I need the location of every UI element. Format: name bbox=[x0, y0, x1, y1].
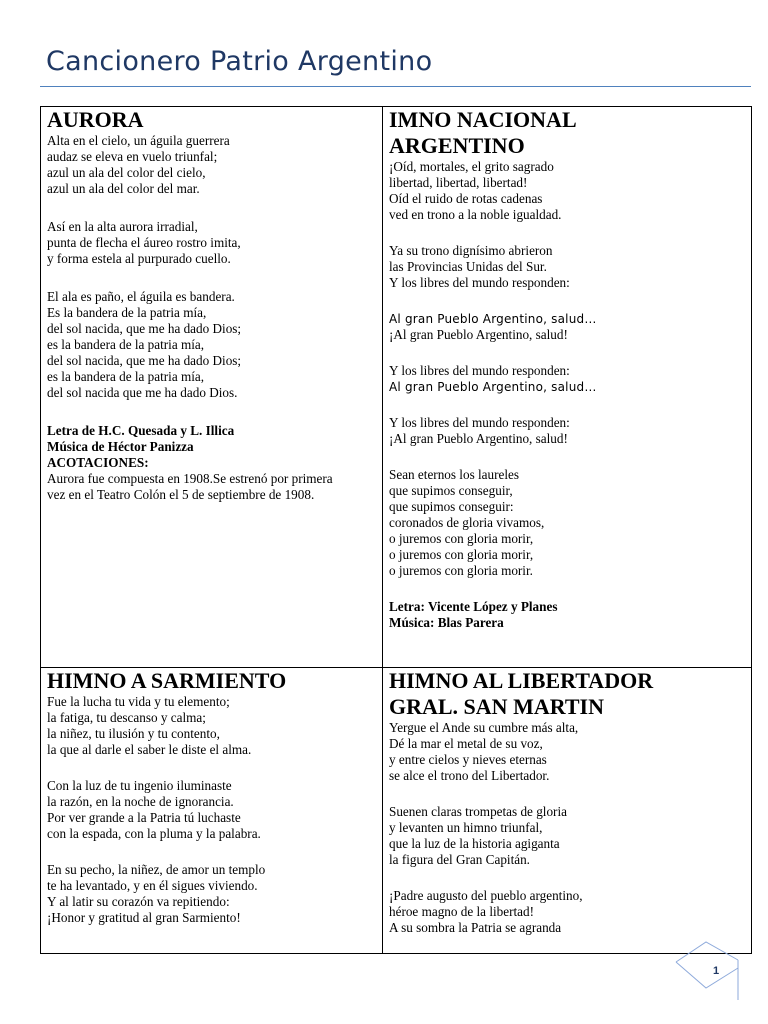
music-credit: Música de Héctor Panizza bbox=[47, 439, 194, 454]
stanza bbox=[389, 159, 719, 223]
lyric-line: la razón, en la noche de ignorancia. bbox=[47, 794, 234, 809]
lyric-line: Por ver grande a la Patria tú luchaste bbox=[47, 810, 241, 825]
document-title: Cancionero Patrio Argentino bbox=[46, 46, 433, 77]
lyric-line: ¡Padre augusto del pueblo argentino, bbox=[389, 888, 583, 903]
lyric-line: ¡Al gran Pueblo Argentino, salud! bbox=[389, 431, 568, 446]
lyric-line: azul un ala del color del cielo, bbox=[47, 165, 206, 180]
lyrics-credit: Letra: Vicente López y Planes bbox=[389, 599, 558, 614]
title-underline bbox=[40, 86, 751, 87]
stanza bbox=[389, 888, 719, 936]
lyric-line: coronados de gloria vivamos, bbox=[389, 515, 545, 530]
lyric-line: Ya su trono dignísimo abrieron bbox=[389, 243, 553, 258]
note-line: vez en el Teatro Colón el 5 de septiembre de 1908. bbox=[47, 487, 315, 502]
lyric-line: audaz se eleva en vuelo triunfal; bbox=[47, 149, 218, 164]
lyric-line: Así en la alta aurora irradial, bbox=[47, 219, 198, 234]
lyric-line: héroe magno de la libertad! bbox=[389, 904, 534, 919]
lyric-line: y levanten un himno triunfal, bbox=[389, 820, 543, 835]
lyrics-credit: Letra de H.C. Quesada y L. Illica bbox=[47, 423, 235, 438]
lyric-line: del sol nacida, que me ha dado Dios; bbox=[47, 321, 242, 336]
lyric-line: Es la bandera de la patria mía, bbox=[47, 305, 207, 320]
lyric-line: Y los libres del mundo responden: bbox=[389, 275, 570, 290]
lyric-line: que supimos conseguir: bbox=[389, 499, 514, 514]
lyric-line: libertad, libertad, libertad! bbox=[389, 175, 528, 190]
stanza bbox=[389, 243, 719, 291]
lyric-line: la que al darle el saber le diste el alma. bbox=[47, 742, 252, 757]
lyric-line: o juremos con gloria morir, bbox=[389, 547, 534, 562]
lyric-line: Al gran Pueblo Argentino, salud… bbox=[389, 380, 597, 394]
song-title-himno-nacional: IMNO NACIONAL bbox=[389, 107, 577, 132]
lyric-line: se alce el trono del Libertador. bbox=[389, 768, 550, 783]
stanza bbox=[389, 804, 719, 868]
song-table bbox=[40, 106, 752, 954]
cell-himno-sarmiento bbox=[47, 668, 377, 926]
lyric-line: la niñez, tu ilusión y tu contento, bbox=[47, 726, 220, 741]
lyric-line: o juremos con gloria morir, bbox=[389, 531, 534, 546]
lyric-line: Fue la lucha tu vida y tu elemento; bbox=[47, 694, 230, 709]
lyric-line: El ala es paño, el águila es bandera. bbox=[47, 289, 235, 304]
lyric-line: y entre cielos y nieves eternas bbox=[389, 752, 547, 767]
song-title-himno-nacional-line2: ARGENTINO bbox=[389, 133, 525, 158]
lyric-line: Sean eternos los laureles bbox=[389, 467, 520, 482]
page-number: 1 bbox=[712, 965, 720, 977]
lyric-line: Alta en el cielo, un águila guerrera bbox=[47, 133, 230, 148]
lyric-line: te ha levantado, y en él sigues viviendo. bbox=[47, 878, 258, 893]
stanza bbox=[47, 694, 377, 758]
lyric-line: Y los libres del mundo responden: bbox=[389, 363, 570, 378]
stanza bbox=[389, 415, 719, 447]
lyric-line: es la bandera de la patria mía, bbox=[47, 369, 205, 384]
column-divider bbox=[382, 107, 383, 953]
lyric-line: es la bandera de la patria mía, bbox=[47, 337, 205, 352]
lyric-line: Al gran Pueblo Argentino, salud… bbox=[389, 312, 597, 326]
cell-aurora bbox=[47, 107, 377, 503]
lyric-line: Y al latir su corazón va repitiendo: bbox=[47, 894, 230, 909]
stanza bbox=[47, 862, 377, 926]
lyric-line: punta de flecha el áureo rostro imita, bbox=[47, 235, 241, 250]
stanza bbox=[47, 133, 377, 197]
lyric-line: la figura del Gran Capitán. bbox=[389, 852, 530, 867]
stanza bbox=[389, 720, 719, 784]
lyric-line: del sol nacida que me ha dado Dios. bbox=[47, 385, 238, 400]
lyric-line: Yergue el Ande su cumbre más alta, bbox=[389, 720, 579, 735]
lyric-line: azul un ala del color del mar. bbox=[47, 181, 200, 196]
stanza bbox=[47, 778, 377, 842]
lyric-line: Oíd el ruido de rotas cadenas bbox=[389, 191, 543, 206]
music-credit: Música: Blas Parera bbox=[389, 615, 504, 630]
note-line: Aurora fue compuesta en 1908.Se estrenó por primera bbox=[47, 471, 333, 486]
notes-heading: ACOTACIONES: bbox=[47, 455, 149, 470]
cell-himno-san-martin bbox=[389, 668, 719, 936]
lyric-line: del sol nacida, que me ha dado Dios; bbox=[47, 353, 242, 368]
lyric-line: que supimos conseguir, bbox=[389, 483, 513, 498]
stanza bbox=[389, 363, 719, 395]
song-title-san-martin: HIMNO AL LIBERTADOR bbox=[389, 668, 654, 693]
lyric-line: ¡Al gran Pueblo Argentino, salud! bbox=[389, 327, 568, 342]
cell-himno-nacional bbox=[389, 107, 719, 631]
lyric-line: Con la luz de tu ingenio iluminaste bbox=[47, 778, 232, 793]
lyric-line: ¡Oíd, mortales, el grito sagrado bbox=[389, 159, 554, 174]
lyric-line: la fatiga, tu descanso y calma; bbox=[47, 710, 206, 725]
lyric-line: las Provincias Unidas del Sur. bbox=[389, 259, 547, 274]
lyric-line: o juremos con gloria morir. bbox=[389, 563, 533, 578]
lyric-line: con la espada, con la pluma y la palabra. bbox=[47, 826, 261, 841]
lyric-line: A su sombra la Patria se agranda bbox=[389, 920, 562, 935]
lyric-line: y forma estela al purpurado cuello. bbox=[47, 251, 231, 266]
stanza bbox=[47, 219, 377, 267]
song-title-san-martin-line2: GRAL. SAN MARTIN bbox=[389, 694, 604, 719]
stanza bbox=[389, 467, 719, 579]
lyric-line: ved en trono a la noble igualdad. bbox=[389, 207, 562, 222]
song-title-sarmiento: HIMNO A SARMIENTO bbox=[47, 668, 287, 693]
lyric-line: Y los libres del mundo responden: bbox=[389, 415, 570, 430]
lyric-line: Dé la mar el metal de su voz, bbox=[389, 736, 543, 751]
stanza bbox=[389, 311, 719, 343]
lyric-line: ¡Honor y gratitud al gran Sarmiento! bbox=[47, 910, 241, 925]
stanza bbox=[47, 289, 377, 401]
lyric-line: En su pecho, la niñez, de amor un templo bbox=[47, 862, 266, 877]
lyric-line: Suenen claras trompetas de gloria bbox=[389, 804, 567, 819]
lyric-line: que la luz de la historia agiganta bbox=[389, 836, 560, 851]
song-title-aurora: AURORA bbox=[47, 107, 144, 132]
